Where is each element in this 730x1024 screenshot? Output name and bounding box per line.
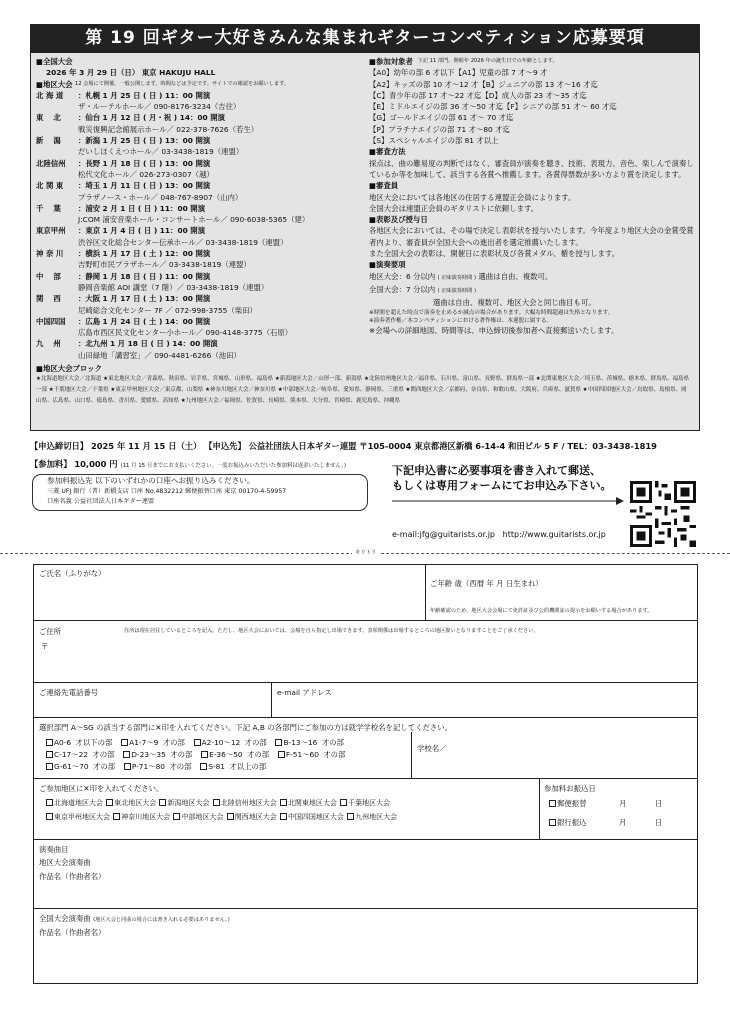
age-note: 年齢確認のため、地区大会会場にて免許証及び公的機関証の提示をお願いする場合があります。 [430, 608, 653, 614]
region-detail: ザ・ルーテルホール／ 090-8176-3234（吉住） [78, 102, 241, 112]
payment-bank: 三菱 UFJ 銀行（普）新橋支店 口座 No.4832212 郵便振替口座 東京 00170-4-59957 [47, 487, 287, 495]
checkbox[interactable] [340, 799, 347, 806]
region-venue: ：新潟 [78, 136, 101, 146]
targets-header [369, 56, 697, 67]
checkbox[interactable] [46, 813, 53, 820]
performance-national-time: 全国大会：7 分以内 [369, 284, 436, 294]
region-option: 中国四国地区大会 [287, 813, 344, 821]
awards-label: ■表彰及び授与日 [369, 215, 428, 225]
region-detail: だいしほくえつホール／ 03-3438-1819（連盟） [78, 147, 244, 157]
review-text: 採点は、曲の難易度の判断ではなく、審査員が演奏を聴き、技術、表現力、音色、楽しんで演奏しているか等を加味して、該当する各賞へ推薦します。各賞得票数が多い方より賞を決定します。 [369, 158, 694, 179]
region-date: 2 月 1 日 ( 日 ) 11：00 開演 [102, 203, 206, 213]
performance-note: ※演奏著作権／本コンペティションにおける著作権は、本連盟に属する。 [369, 317, 553, 324]
checkbox[interactable] [200, 763, 207, 770]
region-option: 北関東地区大会 [287, 799, 337, 807]
region-name: 新 潟 [36, 136, 61, 146]
form-divider [34, 717, 697, 718]
regional-row [36, 135, 363, 146]
region-name: 中 部 [36, 271, 61, 281]
arrow-right-icon [392, 497, 624, 505]
regional-piece-field[interactable] [40, 883, 690, 905]
region-option: 千葉地区大会 [348, 799, 391, 807]
mail-note [392, 463, 622, 493]
fee-line [30, 458, 346, 470]
phone-label: ご連絡先電話番号 [39, 688, 99, 697]
region-select-label: ご参加地区に✕印を入れてください。 [39, 784, 164, 793]
blocks-label: ■地区大会ブロック [36, 364, 102, 374]
composer-label: 作品名（作曲者名） [39, 872, 106, 881]
form-divider [425, 565, 426, 620]
region-detail: 松代文化ホール／ 026-273-0307（越） [78, 169, 214, 179]
region-name: 神 奈 川 [36, 249, 64, 259]
address-label: ご住所 [39, 627, 62, 636]
targets-line: 【G】ゴールドエイジの部 61 才〜 70 才迄 [369, 113, 514, 123]
regional-header [36, 79, 363, 90]
regional-row [36, 316, 363, 327]
name-label: ご氏名（ふりがな） [39, 569, 106, 578]
checkbox[interactable] [173, 813, 180, 820]
fee-post-row [549, 798, 663, 809]
payment-box [32, 474, 368, 511]
right-column [369, 56, 697, 336]
address-note: 住所は現在居住しているところを記入。ただし、地区大会においては、会場を自ら指定し出場できます。表彰関係は出場するところの地区扱いとなりますことをご了承ください。 [124, 628, 539, 634]
regional-row [36, 338, 363, 349]
region-date: 1 月 25 日 ( 日 ) 13：00 開演 [102, 136, 211, 146]
phone-field[interactable] [40, 699, 264, 713]
division-option: A0-6 才以下の部 [54, 738, 113, 747]
region-venue: ：浦安 [78, 203, 101, 213]
region-option: 北海道地区大会 [54, 799, 103, 807]
regional-piece-label: 地区大会演奏曲 [39, 858, 91, 867]
checkbox[interactable] [280, 813, 287, 820]
contact-email[interactable]: e-mail:jfg@guitarists.or.jp [392, 530, 495, 539]
payment-label: 参加料振込先 以下のいずれかの口座へお振り込みください。 [47, 476, 255, 485]
region-option: 中部地区大会 [181, 813, 224, 821]
fee-post-label: 郵便振替 [557, 799, 587, 808]
national-label: ■全国大会 [36, 57, 73, 66]
contact-url[interactable]: http://www.guitarists.or.jp [502, 530, 606, 539]
payment-info [32, 473, 368, 511]
performance-regional-time: 地区大会：6 分以内 [369, 271, 436, 281]
checkbox[interactable] [46, 763, 53, 770]
name-field[interactable] [40, 581, 420, 617]
checkbox[interactable] [549, 800, 556, 807]
month-label: 月 [619, 799, 627, 808]
fee-note: (11 月 15 日までにお支払いください。一度お振込みいただいた参加料は返金いたしません。) [120, 463, 347, 469]
judges-line: 地区大会においては各地区の住居する連盟正会員によります。 [369, 192, 576, 202]
region-detail: 山田緑地「講習室」／ 090-4481-6266（池田） [78, 350, 241, 360]
payment-holder: 口座名義 公益社団法人日本ギター連盟 [47, 498, 155, 505]
region-venue: ：北九州 [78, 339, 108, 349]
checkbox[interactable] [124, 763, 131, 770]
division-option: A1-7〜9 才の部 [129, 738, 185, 747]
region-detail: J:COM 浦安音楽ホール・コンサートホール／ 090-6038-5365（建） [78, 215, 310, 225]
regional-list [36, 90, 363, 361]
address-field[interactable] [54, 639, 684, 679]
info-panel [30, 52, 700, 431]
division-option: P-71〜80 才の部 [131, 762, 192, 771]
performance-final: ※会場への詳細地図、時間等は、申込締切後参加者へ直接郵送いたします。 [369, 325, 619, 335]
performance-regional-note: ( 正味演奏時間 ) [437, 274, 477, 281]
region-option: 関西地区大会 [234, 813, 277, 821]
checkbox[interactable] [347, 813, 354, 820]
region-venue: ：長野 [78, 158, 101, 168]
form-divider [34, 778, 697, 779]
checkbox[interactable] [275, 739, 282, 746]
blocks-text: ★北海道地区大会／北海道 ★東北地区大会／青森県、秋田県、岩手県、宮城県、山形県、福島県 ★新潟地区大会／山形一部、新潟県 ★北陸信州地区大会／福井県、石川県、富山県、長野県、群馬県一部 ★北関東地区大会／埼玉県、茨城県、栃木県、群馬県、福島県一部 ★千葉地区大会／千葉県 ★東京甲州地区大会／東京都、山梨県 ★神奈川地区大会／神奈川県 ★中部地区大会／岐阜県、愛知県、静岡県、三重県 ★関西地区大会／京都府、奈良県、和歌山県、大阪府、兵庫県、滋賀県 ★中国四国地区大会／鳥取県、島根県、岡山県、広島県、山口県、徳島県、香川県、愛媛県、高知県 ★九州地区大会／福岡県、佐賀県、長崎県、熊本県、大分県、宮崎県、鹿児島県、沖縄県 [36, 376, 690, 404]
checkbox[interactable] [213, 799, 220, 806]
region-name: 東京甲州 [36, 226, 66, 236]
division-option: E-36〜50 才の部 [209, 750, 270, 759]
region-venue: ：横浜 [78, 249, 101, 259]
age-label: ご年齢 歳（西暦 年 月 日生まれ） [430, 579, 543, 588]
qr-code-icon [630, 481, 696, 547]
month-label: 月 [619, 818, 627, 827]
checkbox[interactable] [46, 739, 53, 746]
region-name: 千 葉 [36, 203, 61, 213]
region-name: 九 州 [36, 339, 61, 349]
region-date: 1 月 18 日 ( 日 ) 11：00 開演 [102, 271, 211, 281]
national-piece-field[interactable] [40, 940, 690, 980]
region-detail: 尼崎総合文化センター 7F ／ 072-998-3755（柴田） [78, 305, 257, 315]
region-option: 新潟地区大会 [167, 799, 210, 807]
division-row [46, 737, 344, 748]
fee-bank-label: 銀行振込 [557, 818, 587, 827]
composer-label: 作品名（作曲者名） [39, 928, 106, 937]
form-divider [34, 839, 697, 840]
performance-national-end: 選曲は自由、複数可、地区大会と同じ曲目も可。 [433, 298, 596, 308]
division-option: A2-10〜12 才の部 [201, 738, 267, 747]
region-detail: 戦災復興記念館展示ホール／ 022-378-7626（若生） [78, 124, 259, 134]
region-detail: 渋谷区文化総合センター伝承ホール／ 03-3438-1819（連盟） [78, 237, 288, 247]
checkbox[interactable] [201, 751, 208, 758]
region-name: 北 関 東 [36, 181, 64, 191]
mail-note-line: もしくは専用フォームにてお申込み下さい。 [392, 479, 612, 492]
region-option: 神奈川地区大会 [121, 813, 171, 821]
region-date: 1 月 25 日 ( 日 ) 11：00 開演 [102, 90, 211, 100]
region-venue: ：札幌 [78, 90, 101, 100]
regional-label: ■地区大会 [36, 79, 73, 89]
fee-bank-row [549, 817, 663, 828]
region-venue: ：広島 [78, 316, 101, 326]
awards-text: 各地区大会においては、その場で決定し表彰状を授与いたします。今年度より地区大会の金賞受賞者内より、審査員が全国大会への進出者を選定推薦いたします。 [369, 226, 694, 247]
targets-line: 【C】青少年の部 17 才〜22 才迄【D】成人の部 23 才〜35 才迄 [369, 90, 587, 100]
checkbox[interactable] [194, 739, 201, 746]
school-label: 学校名／ [417, 744, 447, 753]
regional-row [36, 293, 363, 304]
day-label: 日 [655, 799, 663, 808]
targets-note: 下記 11 部門。開催年 2026 年の誕生日での年齢とします。 [417, 58, 558, 64]
checkbox[interactable] [121, 739, 128, 746]
region-venue: ：東京 [78, 226, 101, 236]
birthdate-field[interactable] [484, 575, 689, 591]
region-detail: プラザノース・ホール／ 048-767-8907（山内） [78, 192, 243, 202]
targets-line: 【E】ミドルエイジの部 36 才〜50 才迄【F】シニアの部 51 才〜 60 才迄 [369, 102, 617, 112]
region-option: 東京甲州地区大会 [54, 813, 110, 821]
region-row [46, 798, 390, 808]
division-option: D-23〜35 才の部 [131, 750, 193, 759]
regional-row [36, 225, 363, 236]
performance-regional-end: 選曲は自由、複数可。 [478, 271, 553, 281]
performance-national-note: ( 正味演奏時間 ) [437, 287, 477, 294]
regional-row [36, 248, 363, 259]
region-option: 東北地区大会 [114, 799, 157, 807]
national-piece-label: 全国大会演奏曲 [39, 914, 91, 923]
region-venue: ：仙台 [78, 113, 101, 123]
region-name: 中国四国 [36, 316, 66, 326]
region-option: 九州地区大会 [355, 813, 398, 821]
contact-line [392, 530, 632, 539]
regional-row [36, 112, 363, 123]
region-detail: 静岡音楽館 AOI 講堂（7 階）／ 03-3438-1819（連盟） [78, 282, 269, 292]
performance-label: ■演奏要項 [369, 260, 406, 270]
region-date: 1 月 18 日 ( 日 ) 13：00 開演 [102, 158, 211, 168]
division-option: B-13〜16 才の部 [283, 738, 344, 747]
division-option: F-51〜60 才の部 [285, 750, 346, 759]
region-detail: 吉野町市民プラザホール／ 03-3438-1819（連盟） [78, 260, 251, 270]
postal-mark: 〒 [41, 642, 49, 651]
piece-label: 演奏曲目 [39, 845, 69, 854]
fee-date-label: 参加料お振込日 [544, 784, 596, 793]
day-label: 日 [655, 818, 663, 827]
checkbox[interactable] [46, 751, 53, 758]
form-divider [34, 620, 697, 621]
region-date: 1 月 12 日 ( 月・祝 ) 14：00 開演 [102, 113, 226, 123]
region-name: 北陸信州 [36, 158, 66, 168]
review-label: ■審査方法 [369, 147, 406, 157]
division-option: S-81 才以上の部 [208, 762, 267, 771]
regional-row [36, 90, 363, 101]
application-form [33, 564, 698, 984]
region-option: 北陸信州地区大会 [220, 799, 277, 807]
national-text: 2026 年 3 月 29 日（日） 東京 HAKUJU HALL [46, 68, 216, 78]
division-row [46, 761, 266, 772]
region-detail: 広島市西区民文化センター小ホール／ 090-4148-3775（石原） [78, 328, 293, 338]
checkbox[interactable] [123, 751, 130, 758]
performance-national [369, 284, 697, 297]
region-row [46, 812, 397, 822]
school-field[interactable] [449, 740, 692, 754]
region-date: 1 月 17 日 ( 土 ) 13：00 開演 [102, 294, 211, 304]
judges-line: 全国大会は連盟正会員のギタリストに依頼します。 [369, 203, 539, 213]
email-label: e-mail アドレス [277, 688, 332, 697]
checkbox[interactable] [113, 813, 120, 820]
region-name: 北 海 道 [36, 90, 64, 100]
region-name: 関 西 [36, 294, 61, 304]
checkbox[interactable] [227, 813, 234, 820]
form-divider [539, 778, 540, 839]
region-venue: ：埼玉 [78, 181, 101, 191]
regional-row [36, 203, 363, 214]
regional-note: 12 会場にて開催。一般公開します。時間などは予定です。サイトでの確認をお願いします。 [74, 80, 290, 87]
targets-line: 【A2】キッズの部 10 才〜12 才【B】ジュニアの部 13 才〜16 才迄 [369, 79, 598, 89]
region-name: 東 北 [36, 113, 61, 123]
division-label: 選択部門 A〜SG の該当する部門に✕印を入れてください。下記 A,B の各部門にご参加の方は就学学校名を記してください。 [39, 723, 453, 732]
checkbox[interactable] [46, 799, 53, 806]
performance-note: ※時間を超えた時点で演奏を止めるか減点の場合があります。大幅な時間超過は失格となります。 [369, 309, 614, 316]
region-date: 1 月 17 日 ( 土 ) 12：00 開演 [102, 249, 211, 259]
division-option: C-17〜22 才の部 [54, 750, 115, 759]
form-divider [411, 732, 412, 778]
email-field[interactable] [277, 699, 692, 713]
targets-line: 【S】スペシャルエイジの部 81 才以上 [369, 136, 499, 146]
national-piece-note: (地区大会と同曲の場合には書き入れる必要はありません。) [93, 917, 230, 923]
division-row [46, 749, 345, 760]
region-venue: ：大阪 [78, 294, 101, 304]
form-divider [34, 908, 697, 909]
checkbox[interactable] [278, 751, 285, 758]
region-date: 1 月 11 日 ( 日 ) 13：00 開演 [102, 181, 211, 191]
checkbox[interactable] [549, 819, 556, 826]
performance-regional [369, 271, 697, 284]
region-date: 1 月 24 日 ( 土 ) 14：00 開演 [102, 316, 211, 326]
regional-row [36, 158, 363, 169]
national-piece-line [39, 913, 230, 924]
form-divider [271, 682, 272, 717]
form-divider [34, 682, 697, 683]
targets-label: ■参加対象者 [369, 57, 413, 66]
checkbox[interactable] [280, 799, 287, 806]
region-date: 1 月 4 日 ( 日 ) 11：00 開演 [102, 226, 206, 236]
targets-line: 【P】プラチナエイジの部 71 才〜80 才迄 [369, 124, 510, 134]
division-option: G-61〜70 才の部 [54, 762, 116, 771]
awards-text-2: また全国大会の表彰は、開催日に表彰状及び各賞メダル、楯を授与します。 [369, 249, 620, 259]
mail-note-line: 下記申込書に必要事項を書き入れて郵送、 [392, 464, 601, 477]
regional-row [36, 180, 363, 191]
targets-line: 【A0】幼年の部 6 才以下【A1】児童の部 7 才〜9 才 [369, 68, 548, 78]
region-venue: ：静岡 [78, 271, 101, 281]
checkbox[interactable] [159, 799, 166, 806]
checkbox[interactable] [106, 799, 113, 806]
judges-label: ■審査員 [369, 181, 399, 191]
page-title: 第 19 回ギター大好きみんな集まれギターコンペティション応募要項 [30, 24, 700, 52]
regional-row [36, 271, 363, 282]
apply-line: 【申込締切日】 2025 年 11 月 15 日（土） 【申込先】 公益社団法人日本ギター連盟 〒105-0004 東京都港区新橋 6-14-4 和田ビル 5 F / TEL：03-3438-1819 [30, 441, 657, 451]
cut-label: キリトリ [352, 548, 380, 556]
region-date: 1 月 18 日 ( 日 ) 14：00 開演 [109, 339, 218, 349]
fee-label: 【参加料】 10,000 円 [30, 459, 118, 469]
